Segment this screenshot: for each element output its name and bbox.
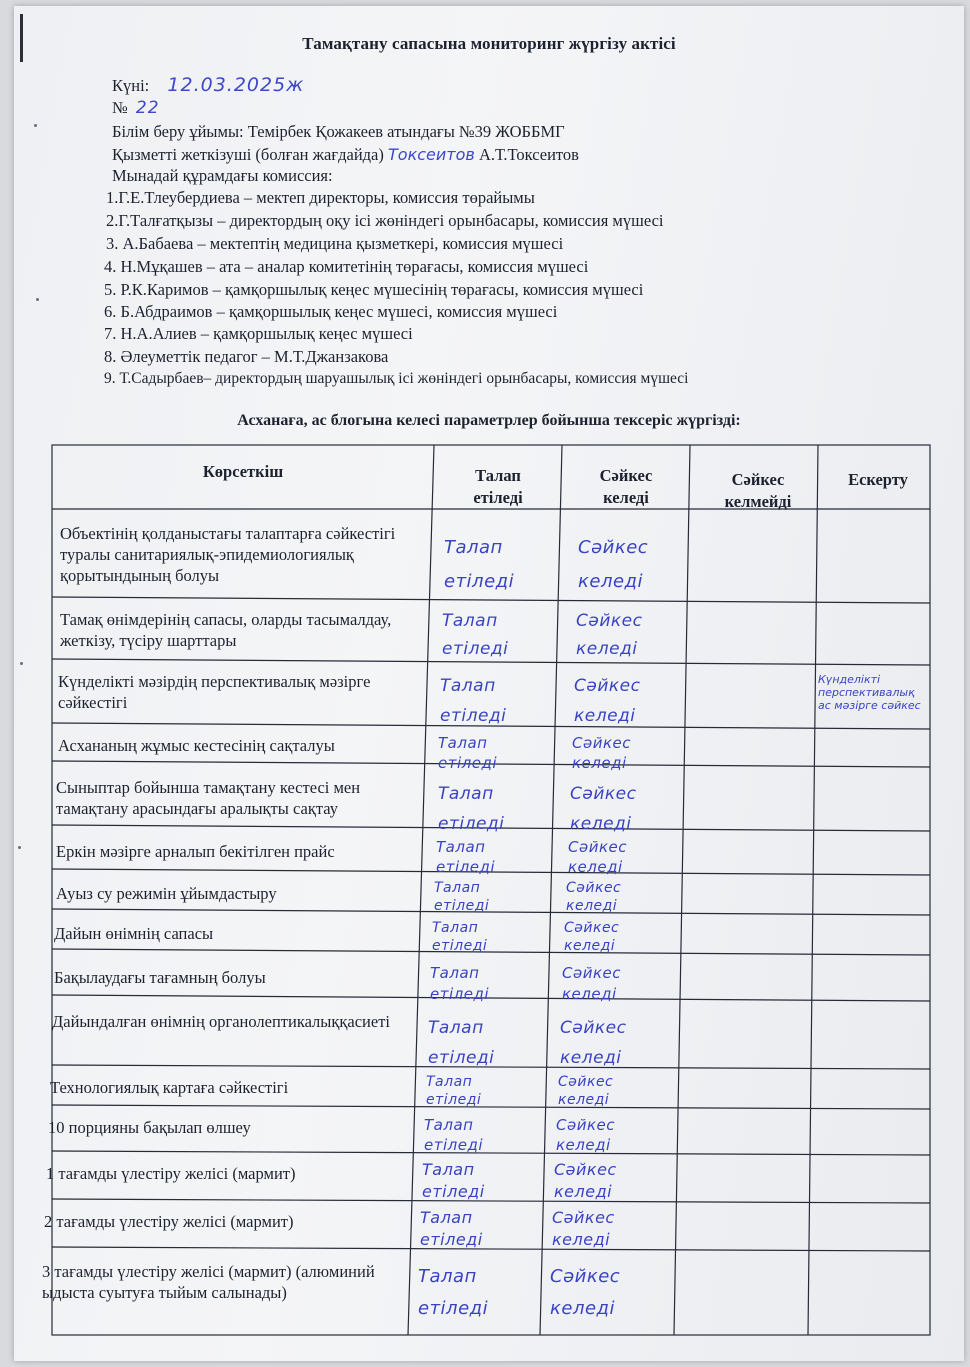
row-indicator: Дайын өнімнің сапасы xyxy=(54,924,214,943)
row-indicator: Күнделікті мәзірдің перспективалық мәзірге сәйкестігі xyxy=(58,672,371,712)
commission-member: 5. Р.К.Каримов – қамқоршылық кеңес мүшесінің төрағасы, комиссия мүшесі xyxy=(104,280,644,299)
date-line xyxy=(112,74,304,96)
compliant-mark: Сәйкес келеді xyxy=(562,964,621,1003)
number-label: № xyxy=(112,98,128,117)
required-mark: Талап етіледі xyxy=(444,537,515,592)
commission-member: 2.Г.Талғатқызы – директордың оқу ісі жөніндегі орынбасары, комиссия мүшесі xyxy=(106,211,664,230)
commission-member: 7. Н.А.Алиев – қамқоршылық кеңес мүшесі xyxy=(104,324,413,343)
document-title: Тамақтану сапасына мониторинг жүргізу актісі xyxy=(302,34,676,53)
compliant-mark: Сәйкес келеді xyxy=(566,880,622,914)
inspection-table xyxy=(38,439,944,1341)
compliant-mark: Сәйкес келеді xyxy=(568,838,627,876)
supplier-label: Қызметті жеткізуші (болған жағдайда) xyxy=(112,145,384,164)
required-mark: Талап етіледі xyxy=(432,920,488,954)
compliant-mark: Сәйкес келеді xyxy=(554,1160,617,1201)
compliant-mark: Сәйкес келеді xyxy=(552,1208,615,1249)
compliant-mark: Сәйкес келеді xyxy=(560,1018,627,1068)
commission-member: 3. А.Бабаева – мектептің медицина қызметкері, комиссия мүшесі xyxy=(106,234,564,253)
commission-member: 6. Б.Абдраимов – қамқоршылық кеңес мүшесі, комиссия мүшесі xyxy=(104,302,558,321)
required-mark: Талап етіледі xyxy=(424,1116,483,1154)
required-mark: Талап етіледі xyxy=(428,1018,495,1068)
commission-intro: Мынадай құрамдағы комиссия: xyxy=(112,166,333,185)
row-indicator: 10 порцияны бақылап өлшеу xyxy=(48,1118,251,1137)
row-indicator: Сыныптар бойынша тамақтану кестесі мен тамақтану арасындағы аралықты сақтау xyxy=(56,778,361,818)
compliant-mark: Сәйкес келеді xyxy=(558,1074,614,1108)
header-note: Ескерту xyxy=(848,470,908,489)
required-mark: Талап етіледі xyxy=(434,880,490,914)
row-indicator: 3 тағамды үлестіру желісі (мармит) (алюминий ыдыста суытуға тыйым салынады) xyxy=(42,1262,375,1302)
header-noncompliant: Сәйкес келмейді xyxy=(724,470,792,511)
row-indicator: Бақылаудағы тағамның болуы xyxy=(54,968,266,987)
required-mark: Талап етіледі xyxy=(426,1074,482,1108)
row-indicator: Тамақ өнімдерінің сапасы, оларды тасымалдау, жеткізу, түсіру шарттары xyxy=(60,610,392,650)
document-page xyxy=(14,6,964,1361)
row-indicator: 2 тағамды үлестіру желісі (мармит) xyxy=(44,1212,294,1231)
scan-dot xyxy=(36,298,39,301)
scan-dot xyxy=(20,662,23,665)
header-required: Талап етіледі xyxy=(473,466,523,507)
required-mark: Талап етіледі xyxy=(440,676,507,726)
scan-dot xyxy=(18,846,21,849)
compliant-mark: Сәйкес келеді xyxy=(574,676,641,726)
compliant-mark: Сәйкес келеді xyxy=(572,734,631,772)
commission-member: 1.Г.Е.Тлеубердиева – мектеп директоры, комиссия төрайымы xyxy=(106,188,535,207)
required-mark: Талап етіледі xyxy=(422,1160,485,1201)
required-mark: Талап етіледі xyxy=(438,784,505,834)
required-mark: Талап етіледі xyxy=(442,611,509,659)
compliant-mark: Сәйкес келеді xyxy=(576,611,643,659)
scan-dot xyxy=(34,124,37,127)
commission-member: 9. Т.Садырбаев– директордың шаруашылық ісі жөніндегі орынбасары, комиссия мүшесі xyxy=(104,370,689,387)
header-compliant: Сәйкес келеді xyxy=(599,466,653,507)
header-indicator: Көрсеткіш xyxy=(202,462,284,481)
number-line xyxy=(112,98,160,118)
required-mark: Талап етіледі xyxy=(438,734,497,772)
inspection-subtitle: Асханаға, ас блогына келесі параметрлер бойынша тексеріс жүргізді: xyxy=(237,412,741,429)
row-indicator: Еркін мәзірге арналып бекітілген прайс xyxy=(56,842,335,861)
row-indicator: Объектінің қолданыстағы талаптарға сәйкестігі туралы санитариялық-эпидемиологиялық қорытындының болуы xyxy=(60,524,396,585)
compliant-mark: Сәйкес келеді xyxy=(550,1266,621,1319)
number-value: 22 xyxy=(135,98,160,118)
required-mark: Талап етіледі xyxy=(418,1266,489,1319)
row-indicator: 1 тағамды үлестіру желісі (мармит) xyxy=(46,1164,296,1183)
compliant-mark: Сәйкес келеді xyxy=(578,537,649,592)
compliant-mark: Сәйкес келеді xyxy=(556,1116,615,1154)
date-label: Күні: xyxy=(112,76,150,95)
supplier-line xyxy=(112,145,579,165)
row-indicator: Дайындалған өнімнің органолептикалыққасиеті xyxy=(52,1012,391,1031)
row-indicator: Ауыз су режимін ұйымдастыру xyxy=(56,884,277,903)
commission-member: 8. Әлеуметтік педагог – М.Т.Джанзакова xyxy=(104,347,389,366)
commission-member: 4. Н.Мұқашев – ата – аналар комитетінің төрағасы, комиссия мүшесі xyxy=(104,257,589,276)
row-note: Күнделікті перспективалық ас мәзірге сәйкес xyxy=(818,673,921,712)
row-indicator: Технологиялық картаға сәйкестігі xyxy=(50,1078,289,1097)
row-indicator: Асхананың жұмыс кестесінің сақталуы xyxy=(58,736,335,755)
required-mark: Талап етіледі xyxy=(430,964,489,1003)
required-mark: Талап етіледі xyxy=(420,1208,483,1249)
compliant-mark: Сәйкес келеді xyxy=(570,784,637,834)
required-mark: Талап етіледі xyxy=(436,838,495,876)
supplier-signature: Токсеитов xyxy=(388,145,475,164)
compliant-mark: Сәйкес келеді xyxy=(564,920,620,954)
date-value: 12.03.2025ж xyxy=(167,74,305,96)
organization-line: Білім беру ұйымы: Темірбек Қожакеев атындағы №39 ЖОББМГ xyxy=(112,122,565,141)
supplier-name: А.Т.Токсеитов xyxy=(478,145,579,164)
